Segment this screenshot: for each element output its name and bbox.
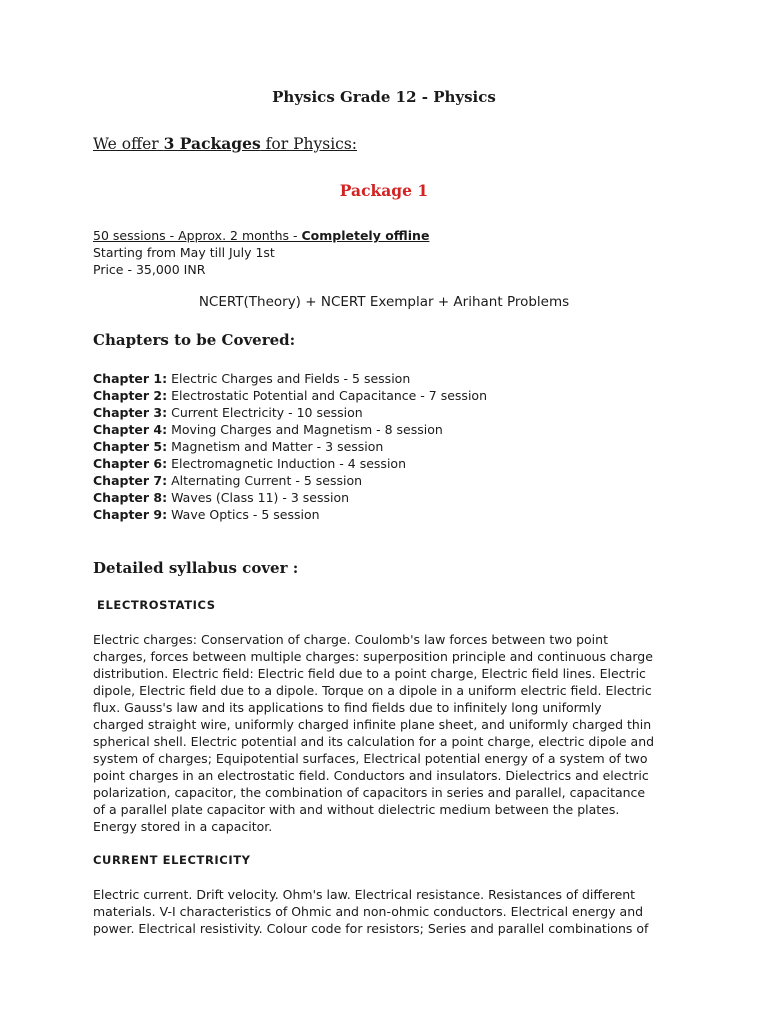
paragraph-line: dipole, Electric field due to a dipole. Torque on a dipole in a uniform electric field. Electric <box>93 683 652 698</box>
document-title: Physics Grade 12 - Physics <box>272 88 496 106</box>
chapter-item <box>93 455 487 472</box>
paragraph-line: Electric current. Drift velocity. Ohm's law. Electrical resistance. Resistances of different <box>93 887 636 902</box>
paragraph-line: flux. Gauss's law and its applications to find fields due to infinitely long uniformly <box>93 700 602 715</box>
package-info <box>93 227 429 278</box>
package-sessions-line <box>93 227 429 244</box>
chapter-text: Magnetism and Matter - 3 session <box>167 439 384 454</box>
section-body-electrostatics <box>93 631 683 835</box>
package-materials: NCERT(Theory) + NCERT Exemplar + Arihant Problems <box>198 294 570 310</box>
chapter-text: Waves (Class 11) - 3 session <box>167 490 350 505</box>
chapter-item <box>93 472 487 489</box>
chapter-label: Chapter 1: <box>93 371 168 386</box>
chapter-item <box>93 489 487 506</box>
chapter-text: Alternating Current - 5 session <box>167 473 363 488</box>
chapter-label: Chapter 6: <box>93 456 168 471</box>
syllabus-heading: Detailed syllabus cover : <box>93 559 299 577</box>
paragraph-line: point charges in an electrostatic field. Conductors and insulators. Dielectrics and electric <box>93 768 649 783</box>
paragraph-line: distribution. Electric field: Electric field due to a point charge, Electric field lines. Electric <box>93 666 646 681</box>
chapter-label: Chapter 5: <box>93 439 168 454</box>
chapter-label: Chapter 7: <box>93 473 168 488</box>
chapter-text: Moving Charges and Magnetism - 8 session <box>167 422 443 437</box>
paragraph-line: system of charges; Equipotential surfaces, Electrical potential energy of a system of two <box>93 751 648 766</box>
intro-suffix: for Physics: <box>260 135 358 153</box>
chapter-label: Chapter 3: <box>93 405 168 420</box>
paragraph-line: polarization, capacitor, the combination of capacitors in series and parallel, capacitance <box>93 785 646 800</box>
chapter-label: Chapter 4: <box>93 422 168 437</box>
chapter-label: Chapter 9: <box>93 507 168 522</box>
package-start-line: Starting from May till July 1st <box>93 245 275 260</box>
section-title-current-electricity: CURRENT ELECTRICITY <box>93 853 251 867</box>
chapter-item <box>93 387 487 404</box>
chapter-text: Wave Optics - 5 session <box>167 507 320 522</box>
chapter-item <box>93 506 487 523</box>
chapter-item <box>93 370 487 387</box>
chapter-label: Chapter 8: <box>93 490 168 505</box>
paragraph-line: of a parallel plate capacitor with and without dielectric medium between the plates. <box>93 802 620 817</box>
section-title-electrostatics: ELECTROSTATICS <box>97 598 216 612</box>
package-heading: Package 1 <box>339 181 429 200</box>
package-price-line: Price - 35,000 INR <box>93 262 206 277</box>
chapters-heading: Chapters to be Covered: <box>93 331 296 349</box>
paragraph-line: Electric charges: Conservation of charge. Coulomb's law forces between two point <box>93 632 608 647</box>
chapter-list <box>93 370 487 523</box>
section-body-current-electricity <box>93 886 683 937</box>
chapter-text: Electrostatic Potential and Capacitance - 7 session <box>167 388 487 403</box>
paragraph-line: materials. V-I characteristics of Ohmic and non-ohmic conductors. Electrical energy and <box>93 904 644 919</box>
packages-intro <box>93 134 357 153</box>
chapter-item <box>93 404 487 421</box>
paragraph-line: spherical shell. Electric potential and its calculation for a point charge, electric dipole and <box>93 734 655 749</box>
paragraph-line: charged straight wire, uniformly charged infinite plane sheet, and uniformly charged thin <box>93 717 652 732</box>
paragraph-line: charges, forces between multiple charges: superposition principle and continuous charge <box>93 649 653 664</box>
chapter-text: Electric Charges and Fields - 5 session <box>167 371 411 386</box>
chapter-text: Current Electricity - 10 session <box>167 405 363 420</box>
chapter-text: Electromagnetic Induction - 4 session <box>167 456 406 471</box>
chapter-label: Chapter 2: <box>93 388 168 403</box>
chapter-item <box>93 438 487 455</box>
chapter-item <box>93 421 487 438</box>
intro-prefix: We offer <box>93 135 164 153</box>
paragraph-line: power. Electrical resistivity. Colour code for resistors; Series and parallel combinations of <box>93 921 649 936</box>
package-offline-label: Completely offline <box>301 228 430 243</box>
paragraph-line: Energy stored in a capacitor. <box>93 819 273 834</box>
package-sessions: 50 sessions - Approx. 2 months - <box>93 228 302 243</box>
intro-package-count: 3 Packages <box>163 134 261 153</box>
